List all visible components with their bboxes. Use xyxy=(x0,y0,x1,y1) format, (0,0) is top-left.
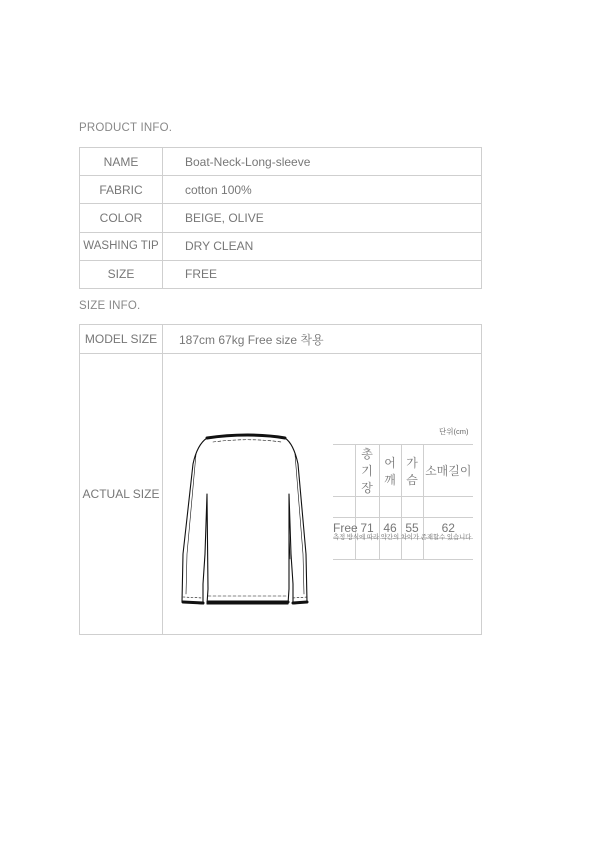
size-label: SIZE xyxy=(80,260,163,288)
product-info-table xyxy=(79,147,482,289)
table-row xyxy=(80,176,482,204)
size-info-title: SIZE INFO. xyxy=(79,300,141,312)
model-size-value: 187cm 67kg Free size 착용 xyxy=(163,325,482,354)
shoulder-cell: 46 xyxy=(379,518,401,539)
header-cell: 총기장 xyxy=(355,445,379,497)
header-cell: 소매길이 xyxy=(423,445,473,497)
name-label: NAME xyxy=(80,148,163,176)
total-length-cell: 71 xyxy=(355,518,379,539)
header-cell: 가슴 xyxy=(401,445,423,497)
size-value: FREE xyxy=(163,260,482,288)
table-row xyxy=(80,204,482,232)
name-value: Boat-Neck-Long-sleeve xyxy=(163,148,482,176)
actual-size-cell xyxy=(163,354,482,635)
color-label: COLOR xyxy=(80,204,163,232)
table-row xyxy=(80,232,482,260)
fabric-label: FABRIC xyxy=(80,176,163,204)
unit-label: 단위(cm) xyxy=(439,427,469,436)
table-row xyxy=(80,354,482,635)
table-row xyxy=(80,148,482,176)
product-info-title: PRODUCT INFO. xyxy=(79,122,173,134)
model-size-label: MODEL SIZE xyxy=(80,325,163,354)
chest-cell: 55 xyxy=(401,518,423,539)
actual-size-label: ACTUAL SIZE xyxy=(80,354,163,635)
table-row xyxy=(333,445,473,497)
color-value: BEIGE, OLIVE xyxy=(163,204,482,232)
washing-tip-value: DRY CLEAN xyxy=(163,232,482,260)
sleeve-length-cell: 62 xyxy=(423,518,473,539)
size-info-table xyxy=(79,324,482,635)
table-row xyxy=(333,539,473,560)
measurement-note: 측정 방식에 따라 약간의 차이가 존재할수 있습니다 xyxy=(333,534,472,541)
size-cell: Free xyxy=(333,518,355,539)
table-row xyxy=(333,497,473,518)
washing-tip-label: WASHING TIP xyxy=(80,232,163,260)
table-row xyxy=(80,260,482,288)
fabric-value: cotton 100% xyxy=(163,176,482,204)
table-row xyxy=(80,325,482,354)
header-cell: 어깨 xyxy=(379,445,401,497)
size-measure-table xyxy=(333,444,473,560)
header-cell xyxy=(333,445,355,497)
